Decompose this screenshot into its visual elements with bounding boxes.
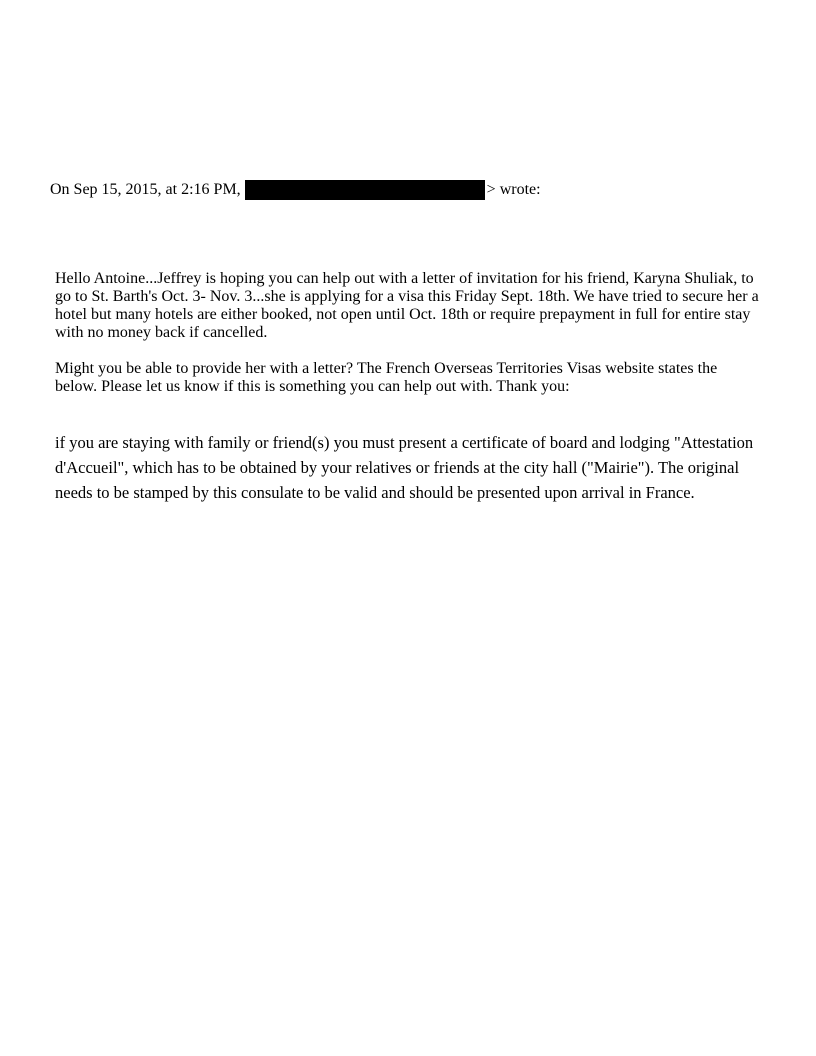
redacted-sender-block <box>245 180 485 200</box>
email-paragraph-request: Hello Antoine...Jeffrey is hoping you can help out with a letter of invitation for his friend, Karyna Shuliak, to go to St. Barth's Oct. 3- Nov. 3...she is applying for a visa this Friday Sept. 18th. We have tried to secure her a hotel but many hotels are either booked, not open until Oct. 18th or require prepayment in full for entire stay with no money back if cancelled. <box>55 270 759 341</box>
quoted-visa-requirement: if you are staying with family or friend(s) you must present a certificate of board and lodging "Attestation d'Accueil", which has to be obtained by your relatives or friends at the city hall ("Mairie"). The original needs to be stamped by this consulate to be valid and should be presented upon arrival in France. <box>55 433 754 502</box>
email-header-date: On Sep 15, 2015, at 2:16 PM, <box>50 181 241 198</box>
email-header-wrote: > wrote: <box>486 181 541 198</box>
email-paragraph-question: Might you be able to provide her with a letter? The French Overseas Territories Visas website states the below. Please let us know if this is something you can help out with. Thank you: <box>55 360 718 395</box>
email-header-line <box>50 180 541 200</box>
